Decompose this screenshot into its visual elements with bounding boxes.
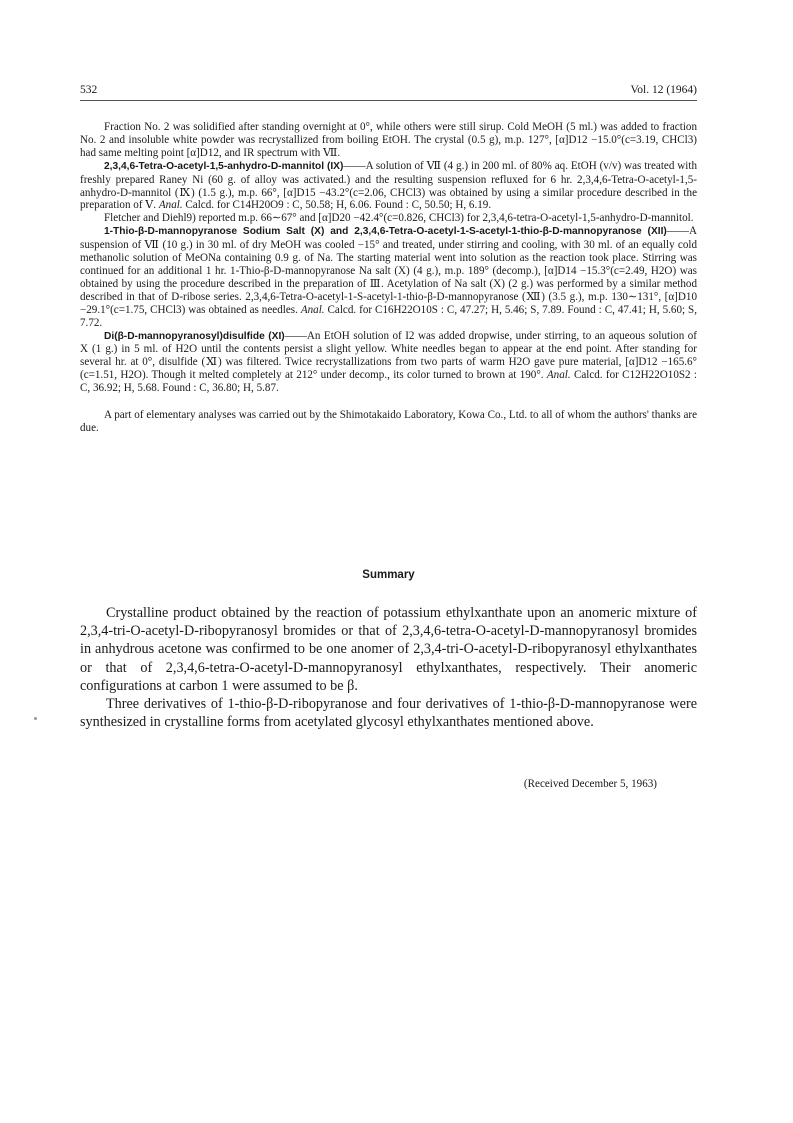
paragraph-fraction: Fraction No. 2 was solidified after standing overnight at 0°, while others were still sirup. Cold MeOH (5 ml.) was added to fraction No. 2 and insoluble white powder was recrystallized from boiling EtOH. The crystal (0.5 g), m.p. 127°, [α]D12 −15.0°(c=3.19, CHCl3) had same melting point [α]D12, and IR spectrum with Ⅶ.: [80, 121, 697, 159]
summary-text: [80, 604, 697, 731]
paragraph-fletcher: Fletcher and Diehl9) reported m.p. 66∼67° and [α]D20 −42.4°(c=0.826, CHCl3) for 2,3,4,6-tetra-O-acetyl-1,5-anhydro-D-mannitol.: [104, 212, 694, 225]
header-rule: [80, 100, 697, 101]
received-date: (Received December 5, 1963): [523, 778, 657, 790]
paragraph-compound-ix: [80, 160, 697, 213]
acknowledgement: A part of elementary analyses was carried out by the Shimotakaido Laboratory, Kowa Co., Ltd. to all of whom the authors' thanks are due.: [80, 409, 697, 434]
summary-paragraph: Crystalline product obtained by the reaction of potassium ethylxanthate upon an anomeric mixture of 2,3,4-tri-O-acetyl-D-ribopyranosyl bromides or that of 2,3,4,6-tetra-O-acetyl-D-mannopyranosyl bromides in anhydrous acetone was confirmed to be one anomer of 2,3,4-tri-O-acetyl-D-ribopyranosyl ethylxanthates or that of 2,3,4,6-tetra-O-acetyl-D-mannopyranosyl ethylxanthates, respectively. Their anomeric configurations at carbon 1 were assumed to be β.: [80, 605, 697, 694]
compound-x-anal-label: Anal.: [300, 303, 325, 316]
summary-paragraph: Three derivatives of 1-thio-β-D-ribopyranose and four derivatives of 1-thio-β-D-mannopyranose were synthesized in crystalline forms from acetylated glycosyl ethylxanthates mentioned above.: [80, 696, 697, 731]
journal-volume: Vol. 12 (1964): [630, 84, 697, 96]
compound-xi-anal-label: Anal.: [546, 369, 571, 382]
compound-ix-title: 2,3,4,6-Tetra-O-acetyl-1,5-anhydro-D-mannitol (IX): [104, 160, 344, 172]
compound-ix-text: ——A solution of Ⅶ (4 g.) in 200 ml. of 80% aq. EtOH (v/v) was treated with freshly prepared Raney Ni (60 g. of alloy was activated.) and the resulting suspension refluxed for 6 hr. 2,3,4,6-Tetra-O-acetyl-1,5-anhydro-D-mannitol (Ⅸ) (1.5 g.), m.p. 66°, [α]D15 −43.2°(c=2.06, CHCl3) was obtained by using a similar procedure described in the preparation of Ⅴ.: [80, 159, 697, 212]
compound-x-anal: Calcd. for C16H22O10S : C, 47.27; H, 5.46; S, 7.89. Found : C, 47.41; H, 5.60; S, 7.72.: [80, 303, 697, 329]
compound-x-title: 1-Thio-β-D-mannopyranose Sodium Salt (X) and 2,3,4,6-Tetra-O-acetyl-1-S-acetyl-1-thio-β-D-mannopyranose (XII): [104, 226, 667, 238]
compound-xi-text: ——An EtOH solution of I2 was added dropwise, under stirring, to an aqueous solution of X (1 g.) in 5 ml. of H2O until the contents persist a slight yellow. White needles began to appear at the end point. After standing for several hr. at 0°, disulfide (Ⅺ) was filtered. Twice recrystallizations from two parts of warm H2O gave pure material, [α]D12 −165.6°(c=1.51, H2O). Though it melted completely at 212° under decomp., its color turned to brown at 190°.: [80, 329, 697, 382]
compound-xi-anal: Calcd. for C12H22O10S2 : C, 36.92; H, 5.68. Found : C, 36.80; H, 5.87.: [80, 369, 697, 395]
compound-x-text: ——A suspension of Ⅶ (10 g.) in 30 ml. of dry MeOH was cooled −15° and treated, under stirring and cooling, with 30 ml. of an equally cold methanolic solution of MeONa containing 0.9 g. of Na. The starting material went into solution as the reaction took place. Stirring was continued for an additional 1 hr. 1-Thio-β-D-mannopyranose Na salt (X) (4 g.), m.p. 189° (decomp.), [α]D14 −15.3°(c=2.49, H2O) was obtained by using the procedure described in the preparation of Ⅲ. Acetylation of Na salt (X) (2 g.) was performed by a similar method described in that of D-ribose series. 2,3,4,6-Tetra-O-acetyl-1-S-acetyl-1-thio-β-D-mannopyranose (Ⅻ) (3.5 g.), m.p. 130∼131°, [α]D10 −29.1°(c=1.75, CHCl3) was obtained as needles.: [80, 225, 697, 316]
paragraph-compound-x: [80, 225, 697, 329]
summary-heading: Summary: [362, 569, 415, 581]
page-number: 532: [80, 84, 98, 96]
compound-ix-anal-label: Anal.: [158, 199, 183, 212]
paragraph-compound-xi: [80, 330, 697, 396]
scan-speck: [34, 717, 37, 720]
compound-ix-anal: Calcd. for C14H20O9 : C, 50.58; H, 6.06. Found : C, 50.50; H, 6.19.: [185, 199, 492, 212]
experimental-text: [80, 121, 697, 435]
compound-xi-title: Di(β-D-mannopyranosyl)disulfide (XI): [104, 330, 285, 342]
